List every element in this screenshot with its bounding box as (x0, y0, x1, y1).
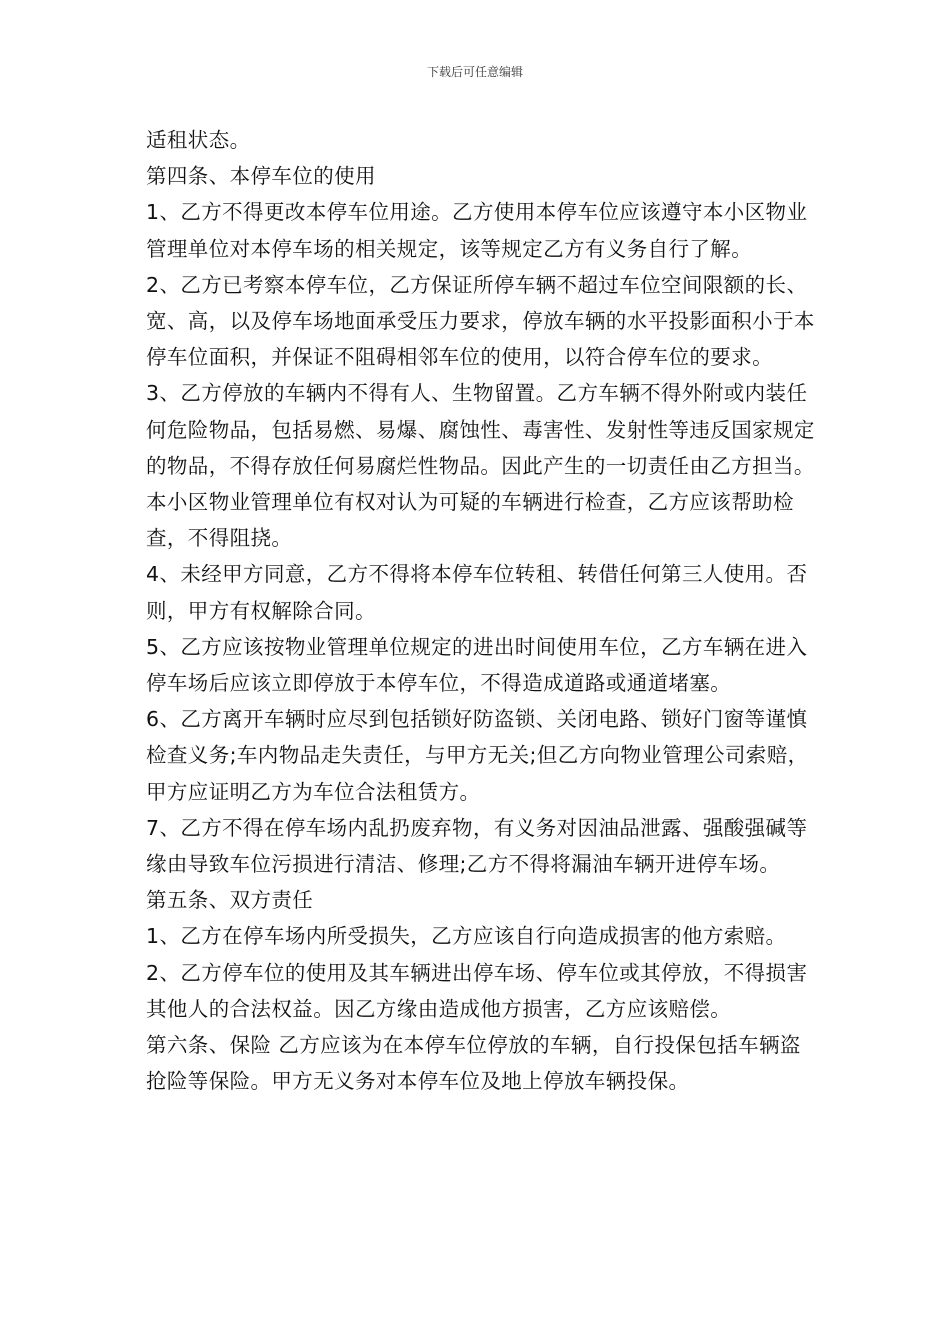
paragraph: 1、乙方在停车场内所受损失，乙方应该自行向造成损害的他方索赔。 (146, 924, 787, 949)
paragraph: 第六条、保险 乙方应该为在本停车位停放的车辆，自行投保包括车辆盗抢险等保险。甲方无义务对本停车位及地上停放车辆投保。 (146, 1033, 801, 1094)
section-heading: 第四条、本停车位的使用 (146, 164, 376, 189)
paragraph: 3、乙方停放的车辆内不得有人、生物留置。乙方车辆不得外附或内装任何危险物品，包括易燃、易爆、腐蚀性、毒害性、发射性等违反国家规定的物品，不得存放任何易腐烂性物品。因此产生的一切责任由乙方担当。本小区物业管理单位有权对认为可疑的车辆进行检查，乙方应该帮助检查，不得阻挠。 (146, 381, 815, 551)
paragraph: 适租状态。 (146, 128, 251, 152)
page-header: 下载后可任意编辑 (426, 65, 523, 79)
paragraph: 7、乙方不得在停车场内乱扔废弃物，有义务对因油品泄露、强酸强碱等缘由导致车位污损进行清洁、修理;乙方不得将漏油车辆开进停车场。 (146, 815, 808, 877)
paragraph: 4、未经甲方同意，乙方不得将本停车位转租、转借任何第三人使用。否则，甲方有权解除合同。 (146, 562, 808, 623)
document-body (146, 122, 816, 1099)
paragraph: 2、乙方停车位的使用及其车辆进出停车场、停车位或其停放，不得损害其他人的合法权益。因乙方缘由造成他方损害，乙方应该赔偿。 (146, 960, 808, 1021)
paragraph: 1、乙方不得更改本停车位用途。乙方使用本停车位应该遵守本小区物业管理单位对本停车场的相关规定，该等规定乙方有义务自行了解。 (146, 200, 808, 261)
section-heading: 第五条、双方责任 (146, 888, 314, 913)
paragraph: 6、乙方离开车辆时应尽到包括锁好防盗锁、关闭电路、锁好门窗等谨慎检查义务;车内物品走失责任，与甲方无关;但乙方向物业管理公司索赔，甲方应证明乙方为车位合法租赁方。 (146, 707, 809, 804)
paragraph: 5、乙方应该按物业管理单位规定的进出时间使用车位，乙方车辆在进入停车场后应该立即停放于本停车位，不得造成道路或通道堵塞。 (146, 634, 808, 696)
paragraph: 2、乙方已考察本停车位，乙方保证所停车辆不超过车位空间限额的长、宽、高，以及停车场地面承受压力要求，停放车辆的水平投影面积小于本停车位面积，并保证不阻碍相邻车位的使用，以符合停车位的要求。 (146, 272, 815, 370)
